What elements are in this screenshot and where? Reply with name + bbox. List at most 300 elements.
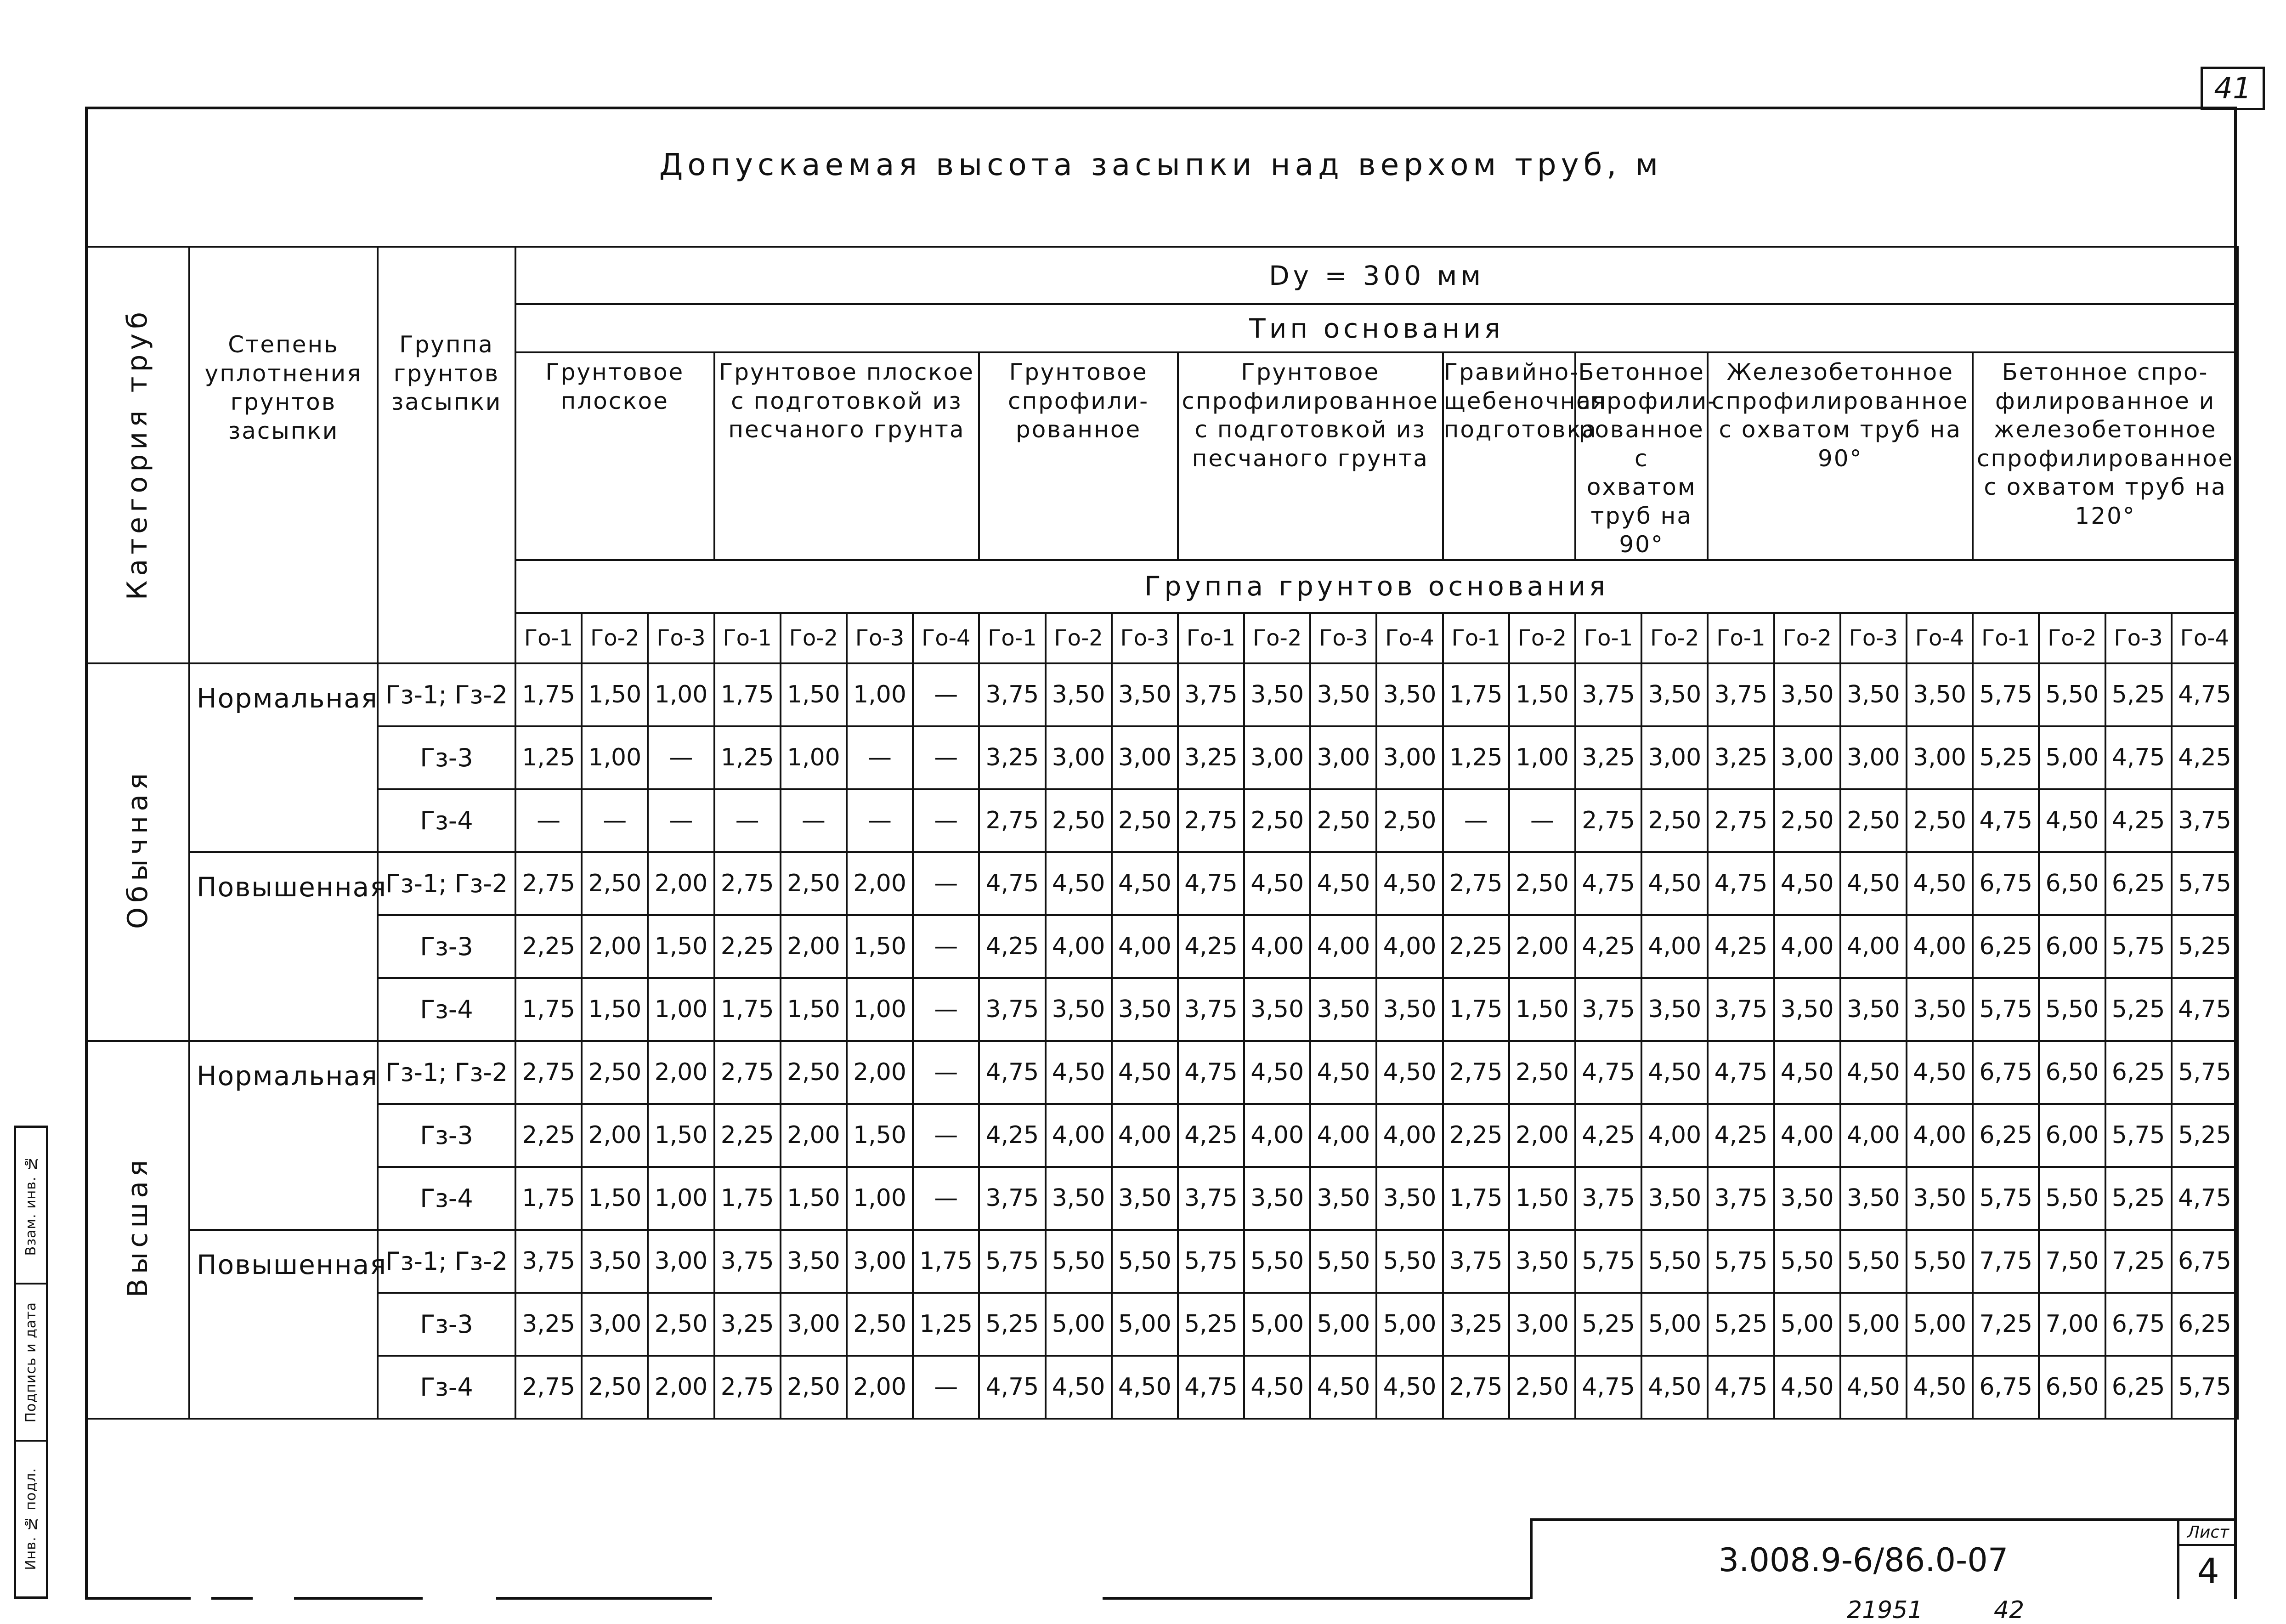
value-cell: 3,50: [1310, 978, 1376, 1041]
backfill-group-cell: Гз-1; Гз-2: [378, 1041, 515, 1104]
value-cell: 5,75: [1708, 1230, 1774, 1293]
soil-subgroup-header: Го-1: [714, 613, 781, 663]
value-cell: 4,25: [979, 915, 1045, 978]
value-cell: 4,50: [1112, 852, 1178, 915]
value-cell: 3,75: [515, 1230, 582, 1293]
backfill-group-cell: Гз-4: [378, 1167, 515, 1230]
soil-subgroup-header: Го-1: [1443, 613, 1509, 663]
value-cell: 5,75: [2172, 1356, 2238, 1419]
value-cell: 3,50: [582, 1230, 648, 1293]
value-cell: 2,75: [1443, 1041, 1509, 1104]
value-cell: 4,50: [1310, 852, 1376, 915]
value-cell: 2,75: [714, 1356, 781, 1419]
value-cell: 3,00: [648, 1230, 714, 1293]
value-cell: 5,25: [1575, 1293, 1641, 1356]
value-cell: 5,50: [1774, 1230, 1840, 1293]
value-cell: —: [913, 789, 979, 852]
value-cell: 4,50: [1046, 1041, 1112, 1104]
value-cell: 4,50: [1907, 1356, 1973, 1419]
value-cell: 1,00: [648, 1167, 714, 1230]
value-cell: 2,50: [1310, 789, 1376, 852]
value-cell: 4,50: [1641, 1356, 1708, 1419]
value-cell: 3,00: [1112, 726, 1178, 789]
value-cell: 3,25: [979, 726, 1045, 789]
value-cell: 3,25: [1178, 726, 1244, 789]
value-cell: 2,25: [515, 1104, 582, 1167]
side-label: Взам. инв. №: [23, 1154, 39, 1256]
value-cell: 5,00: [1112, 1293, 1178, 1356]
value-cell: 1,50: [781, 978, 847, 1041]
value-cell: 3,50: [1907, 1167, 1973, 1230]
value-cell: 3,00: [1907, 726, 1973, 789]
soil-subgroup-header: Го-1: [1973, 613, 2039, 663]
value-cell: 4,75: [1575, 852, 1641, 915]
value-cell: 6,25: [2105, 1356, 2172, 1419]
value-cell: —: [913, 852, 979, 915]
value-cell: 5,75: [2105, 915, 2172, 978]
value-cell: 1,00: [1509, 726, 1575, 789]
compaction-cell: Нормальная: [189, 1041, 378, 1230]
value-cell: 2,75: [1178, 789, 1244, 852]
value-cell: 2,00: [648, 1356, 714, 1419]
value-cell: 2,50: [582, 852, 648, 915]
value-cell: 1,75: [714, 1167, 781, 1230]
value-cell: 2,00: [847, 1356, 913, 1419]
value-cell: 3,75: [1708, 978, 1774, 1041]
category-header-label: Категория труб: [121, 307, 153, 600]
side-cell: [16, 1284, 46, 1441]
value-cell: 6,00: [2039, 1104, 2105, 1167]
value-cell: 3,50: [1840, 978, 1907, 1041]
value-cell: 3,00: [781, 1293, 847, 1356]
value-cell: 4,50: [1376, 1041, 1443, 1104]
value-cell: —: [913, 1041, 979, 1104]
value-cell: 4,75: [2172, 663, 2238, 726]
category-header: [86, 247, 189, 663]
value-cell: 5,75: [1178, 1230, 1244, 1293]
value-cell: 4,75: [1575, 1356, 1641, 1419]
value-cell: 6,75: [1973, 1356, 2039, 1419]
value-cell: 4,25: [2105, 789, 2172, 852]
soil-subgroup-header: Го-2: [1244, 613, 1310, 663]
value-cell: 1,25: [714, 726, 781, 789]
value-cell: 4,50: [1310, 1356, 1376, 1419]
value-cell: 1,75: [515, 1167, 582, 1230]
value-cell: 4,00: [1376, 915, 1443, 978]
value-cell: 4,50: [1310, 1041, 1376, 1104]
value-cell: —: [1509, 789, 1575, 852]
value-cell: 4,75: [1973, 789, 2039, 852]
page-title: Допускаемая высота засыпки над верхом труб, м: [659, 147, 1663, 182]
value-cell: —: [913, 1356, 979, 1419]
value-cell: 2,00: [847, 1041, 913, 1104]
value-cell: 1,00: [781, 726, 847, 789]
sheet-box: [2177, 1521, 2237, 1599]
value-cell: 6,75: [1973, 852, 2039, 915]
value-cell: 2,75: [714, 1041, 781, 1104]
base-type-2: Грунтовое плоское с подготовкой из песчаного грунта: [714, 352, 979, 560]
value-cell: 4,00: [1907, 915, 1973, 978]
soil-subgroup-header: Го-3: [847, 613, 913, 663]
base-type-1: Грунтовое плоское: [515, 352, 714, 560]
category-cell: [86, 1041, 189, 1419]
compaction-header: Степень уплотнения грунтов засыпки: [189, 247, 378, 663]
value-cell: 2,25: [1443, 1104, 1509, 1167]
value-cell: 5,50: [2039, 663, 2105, 726]
value-cell: 2,00: [847, 852, 913, 915]
value-cell: 3,50: [1509, 1230, 1575, 1293]
base-type-3: Грунтовое спрофили-рованное: [979, 352, 1178, 560]
archive-page: 42: [1994, 1596, 2025, 1624]
base-type-header: Тип основания: [515, 304, 2238, 352]
value-cell: 5,25: [1178, 1293, 1244, 1356]
value-cell: 4,25: [1178, 1104, 1244, 1167]
sheet-label: Лист: [2179, 1521, 2237, 1546]
value-cell: 4,75: [1178, 1356, 1244, 1419]
value-cell: 4,25: [1708, 915, 1774, 978]
backfill-group-cell: Гз-3: [378, 726, 515, 789]
value-cell: 4,25: [979, 1104, 1045, 1167]
value-cell: 1,00: [847, 1167, 913, 1230]
value-cell: 4,00: [1774, 915, 1840, 978]
value-cell: 3,00: [582, 1293, 648, 1356]
value-cell: 2,50: [1509, 1356, 1575, 1419]
value-cell: —: [847, 726, 913, 789]
value-cell: 1,75: [515, 978, 582, 1041]
value-cell: 5,00: [1840, 1293, 1907, 1356]
value-cell: 1,75: [714, 663, 781, 726]
compaction-cell: Повышенная: [189, 1230, 378, 1419]
value-cell: 5,00: [2039, 726, 2105, 789]
value-cell: 2,75: [1443, 1356, 1509, 1419]
archive-number: 21951: [1847, 1596, 1923, 1624]
value-cell: 1,50: [781, 663, 847, 726]
value-cell: 5,25: [2172, 1104, 2238, 1167]
title-block-stamp: [1530, 1518, 2237, 1599]
value-cell: 3,50: [1046, 663, 1112, 726]
side-label: Подпись и дата: [23, 1301, 39, 1423]
value-cell: 2,00: [781, 915, 847, 978]
value-cell: 1,25: [515, 726, 582, 789]
value-cell: 2,50: [1840, 789, 1907, 852]
value-cell: 4,25: [1575, 915, 1641, 978]
value-cell: 1,75: [913, 1230, 979, 1293]
value-cell: 2,50: [1046, 789, 1112, 852]
value-cell: 4,75: [1575, 1041, 1641, 1104]
value-cell: 3,75: [1708, 663, 1774, 726]
value-cell: 2,50: [781, 1041, 847, 1104]
value-cell: 3,75: [1575, 978, 1641, 1041]
value-cell: —: [913, 663, 979, 726]
soil-subgroup-header: Го-4: [1376, 613, 1443, 663]
value-cell: 1,50: [582, 663, 648, 726]
value-cell: 4,75: [1708, 852, 1774, 915]
value-cell: 3,50: [1376, 1167, 1443, 1230]
value-cell: 5,00: [1376, 1293, 1443, 1356]
value-cell: 2,50: [781, 852, 847, 915]
soil-subgroup-header: Го-1: [979, 613, 1045, 663]
value-cell: 2,00: [1509, 1104, 1575, 1167]
value-cell: 3,75: [1575, 663, 1641, 726]
value-cell: —: [913, 726, 979, 789]
value-cell: 2,75: [1575, 789, 1641, 852]
value-cell: 2,75: [1443, 852, 1509, 915]
value-cell: 1,75: [515, 663, 582, 726]
value-cell: 2,75: [515, 852, 582, 915]
value-cell: 1,50: [582, 1167, 648, 1230]
value-cell: 5,25: [2105, 663, 2172, 726]
category-cell: [86, 663, 189, 1041]
backfill-group-cell: Гз-1; Гз-2: [378, 852, 515, 915]
value-cell: 3,50: [1774, 663, 1840, 726]
value-cell: 2,50: [847, 1293, 913, 1356]
base-type-5: Гравийно-щебеночная подготовка: [1443, 352, 1575, 560]
value-cell: 5,00: [1310, 1293, 1376, 1356]
value-cell: —: [582, 789, 648, 852]
value-cell: 1,50: [582, 978, 648, 1041]
value-cell: 4,00: [1112, 1104, 1178, 1167]
value-cell: 2,25: [714, 915, 781, 978]
value-cell: 4,00: [1641, 915, 1708, 978]
value-cell: 4,50: [1046, 852, 1112, 915]
value-cell: 4,00: [1046, 915, 1112, 978]
value-cell: 6,00: [2039, 915, 2105, 978]
value-cell: 4,50: [1376, 1356, 1443, 1419]
value-cell: 3,50: [1046, 978, 1112, 1041]
value-cell: 7,75: [1973, 1230, 2039, 1293]
value-cell: 3,00: [1376, 726, 1443, 789]
value-cell: 1,50: [1509, 1167, 1575, 1230]
value-cell: 2,25: [1443, 915, 1509, 978]
value-cell: 3,75: [1178, 663, 1244, 726]
soil-subgroup-header: Го-2: [1046, 613, 1112, 663]
value-cell: 1,75: [1443, 663, 1509, 726]
value-cell: 4,75: [2105, 726, 2172, 789]
value-cell: 1,50: [781, 1167, 847, 1230]
value-cell: —: [913, 978, 979, 1041]
value-cell: 6,75: [2105, 1293, 2172, 1356]
value-cell: 3,75: [1178, 978, 1244, 1041]
value-cell: 4,75: [1178, 852, 1244, 915]
compaction-cell: Повышенная: [189, 852, 378, 1041]
value-cell: 5,75: [1973, 978, 2039, 1041]
value-cell: —: [648, 789, 714, 852]
value-cell: 5,00: [1046, 1293, 1112, 1356]
value-cell: 4,75: [2172, 1167, 2238, 1230]
category-label: Обычная: [121, 769, 154, 929]
value-cell: 3,50: [1244, 663, 1310, 726]
dash-line: [294, 1597, 423, 1600]
value-cell: 3,50: [1112, 1167, 1178, 1230]
value-cell: 5,75: [2172, 852, 2238, 915]
value-cell: 1,25: [1443, 726, 1509, 789]
value-cell: 2,00: [1509, 915, 1575, 978]
value-cell: 6,50: [2039, 1041, 2105, 1104]
value-cell: 3,25: [515, 1293, 582, 1356]
value-cell: —: [714, 789, 781, 852]
value-cell: 6,75: [2172, 1230, 2238, 1293]
value-cell: 3,50: [1641, 663, 1708, 726]
value-cell: 3,50: [1774, 978, 1840, 1041]
backfill-group-cell: Гз-4: [378, 789, 515, 852]
value-cell: 5,50: [1907, 1230, 1973, 1293]
sheet-number: 41: [2201, 67, 2265, 110]
value-cell: 5,75: [1973, 1167, 2039, 1230]
value-cell: 1,25: [913, 1293, 979, 1356]
value-cell: 4,25: [1575, 1104, 1641, 1167]
value-cell: 6,25: [2105, 852, 2172, 915]
value-cell: 3,75: [714, 1230, 781, 1293]
value-cell: 4,50: [1244, 852, 1310, 915]
value-cell: 2,50: [582, 1041, 648, 1104]
value-cell: —: [913, 1167, 979, 1230]
backfill-group-cell: Гз-3: [378, 915, 515, 978]
value-cell: 4,50: [1244, 1356, 1310, 1419]
value-cell: —: [648, 726, 714, 789]
value-cell: 4,00: [1376, 1104, 1443, 1167]
value-cell: 4,50: [1046, 1356, 1112, 1419]
value-cell: 1,00: [847, 663, 913, 726]
value-cell: 5,25: [1708, 1293, 1774, 1356]
value-cell: 3,50: [1310, 1167, 1376, 1230]
value-cell: 7,25: [2105, 1230, 2172, 1293]
value-cell: 3,50: [781, 1230, 847, 1293]
value-cell: 3,75: [979, 1167, 1045, 1230]
backfill-group-cell: Гз-4: [378, 1356, 515, 1419]
value-cell: 5,25: [2105, 1167, 2172, 1230]
value-cell: 3,75: [1178, 1167, 1244, 1230]
value-cell: 4,50: [1641, 1041, 1708, 1104]
value-cell: 4,25: [2172, 726, 2238, 789]
value-cell: —: [1443, 789, 1509, 852]
soil-subgroup-header: Го-2: [1509, 613, 1575, 663]
value-cell: 3,25: [1708, 726, 1774, 789]
value-cell: 3,25: [1443, 1293, 1509, 1356]
value-cell: 5,25: [2172, 915, 2238, 978]
soil-subgroup-header: Го-1: [515, 613, 582, 663]
value-cell: 4,25: [1178, 915, 1244, 978]
document-code: 3.008.9-6/86.0-07: [1718, 1541, 2009, 1579]
value-cell: 5,00: [1774, 1293, 1840, 1356]
value-cell: 3,50: [1774, 1167, 1840, 1230]
value-cell: 5,00: [1907, 1293, 1973, 1356]
backfill-group-cell: Гз-3: [378, 1104, 515, 1167]
value-cell: 3,00: [1509, 1293, 1575, 1356]
value-cell: 3,50: [1244, 1167, 1310, 1230]
value-cell: 3,50: [1907, 978, 1973, 1041]
value-cell: 3,00: [1046, 726, 1112, 789]
base-type-8: Бетонное спро-филированное и железобетонное спрофилированное с охватом труб на 120°: [1973, 352, 2238, 560]
value-cell: 4,50: [1112, 1041, 1178, 1104]
soil-subgroup-header: Го-4: [2172, 613, 2238, 663]
value-cell: 6,75: [1973, 1041, 2039, 1104]
soil-subgroup-header: Го-2: [582, 613, 648, 663]
soil-subgroup-header: Го-3: [1310, 613, 1376, 663]
value-cell: —: [515, 789, 582, 852]
value-cell: 5,75: [2172, 1041, 2238, 1104]
value-cell: 2,00: [582, 915, 648, 978]
value-cell: 5,50: [2039, 978, 2105, 1041]
value-cell: 1,50: [648, 1104, 714, 1167]
value-cell: 2,50: [582, 1356, 648, 1419]
value-cell: 5,25: [1973, 726, 2039, 789]
value-cell: 7,25: [1973, 1293, 2039, 1356]
value-cell: 4,50: [1840, 852, 1907, 915]
soil-subgroup-header: Го-2: [2039, 613, 2105, 663]
side-label: Инв. № подл.: [23, 1467, 39, 1570]
value-cell: 4,75: [1708, 1356, 1774, 1419]
value-cell: 6,25: [2172, 1293, 2238, 1356]
value-cell: 2,75: [979, 789, 1045, 852]
value-cell: 4,00: [1310, 1104, 1376, 1167]
value-cell: 5,75: [979, 1230, 1045, 1293]
value-cell: 2,50: [1376, 789, 1443, 852]
value-cell: 2,50: [1641, 789, 1708, 852]
value-cell: 2,50: [1112, 789, 1178, 852]
base-type-6: Бетонное спрофили-рованное с охватом труб на 90°: [1575, 352, 1708, 560]
value-cell: 5,50: [1244, 1230, 1310, 1293]
value-cell: 4,25: [1708, 1104, 1774, 1167]
value-cell: 4,00: [1840, 915, 1907, 978]
value-cell: 1,75: [714, 978, 781, 1041]
value-cell: 2,50: [1509, 852, 1575, 915]
value-cell: 4,50: [1376, 852, 1443, 915]
value-cell: 5,50: [1641, 1230, 1708, 1293]
value-cell: 4,50: [1244, 1041, 1310, 1104]
side-cell: [16, 1442, 46, 1596]
value-cell: 3,50: [1376, 663, 1443, 726]
value-cell: 7,50: [2039, 1230, 2105, 1293]
value-cell: 4,75: [1178, 1041, 1244, 1104]
backfill-group-cell: Гз-4: [378, 978, 515, 1041]
soil-subgroup-header: Го-3: [1840, 613, 1907, 663]
value-cell: 2,75: [714, 852, 781, 915]
value-cell: 3,50: [1376, 978, 1443, 1041]
value-cell: 3,75: [2172, 789, 2238, 852]
value-cell: 3,50: [1840, 1167, 1907, 1230]
value-cell: 3,00: [1774, 726, 1840, 789]
value-cell: 4,50: [2039, 789, 2105, 852]
value-cell: 3,50: [1310, 663, 1376, 726]
compaction-cell: Нормальная: [189, 663, 378, 852]
value-cell: 3,75: [1443, 1230, 1509, 1293]
backfill-group-header: Группа грунтов засыпки: [378, 247, 515, 663]
value-cell: 2,75: [1708, 789, 1774, 852]
soil-subgroup-header: Го-2: [1641, 613, 1708, 663]
side-approval-block: [14, 1126, 48, 1599]
value-cell: 3,00: [1244, 726, 1310, 789]
dash-line: [211, 1597, 253, 1600]
backfill-group-cell: Гз-1; Гз-2: [378, 1230, 515, 1293]
value-cell: 1,00: [582, 726, 648, 789]
value-cell: 5,75: [2105, 1104, 2172, 1167]
value-cell: 2,25: [515, 915, 582, 978]
value-cell: 4,50: [1774, 852, 1840, 915]
value-cell: 5,75: [1575, 1230, 1641, 1293]
backfill-group-cell: Гз-1; Гз-2: [378, 663, 515, 726]
value-cell: 2,00: [648, 852, 714, 915]
soil-subgroup-header: Го-3: [648, 613, 714, 663]
value-cell: 3,50: [1641, 1167, 1708, 1230]
value-cell: 4,00: [1774, 1104, 1840, 1167]
soil-subgroup-header: Го-2: [781, 613, 847, 663]
value-cell: 3,25: [1575, 726, 1641, 789]
value-cell: 4,75: [2172, 978, 2238, 1041]
value-cell: 1,50: [847, 1104, 913, 1167]
value-cell: 5,25: [979, 1293, 1045, 1356]
value-cell: 3,00: [1641, 726, 1708, 789]
value-cell: 1,00: [648, 978, 714, 1041]
